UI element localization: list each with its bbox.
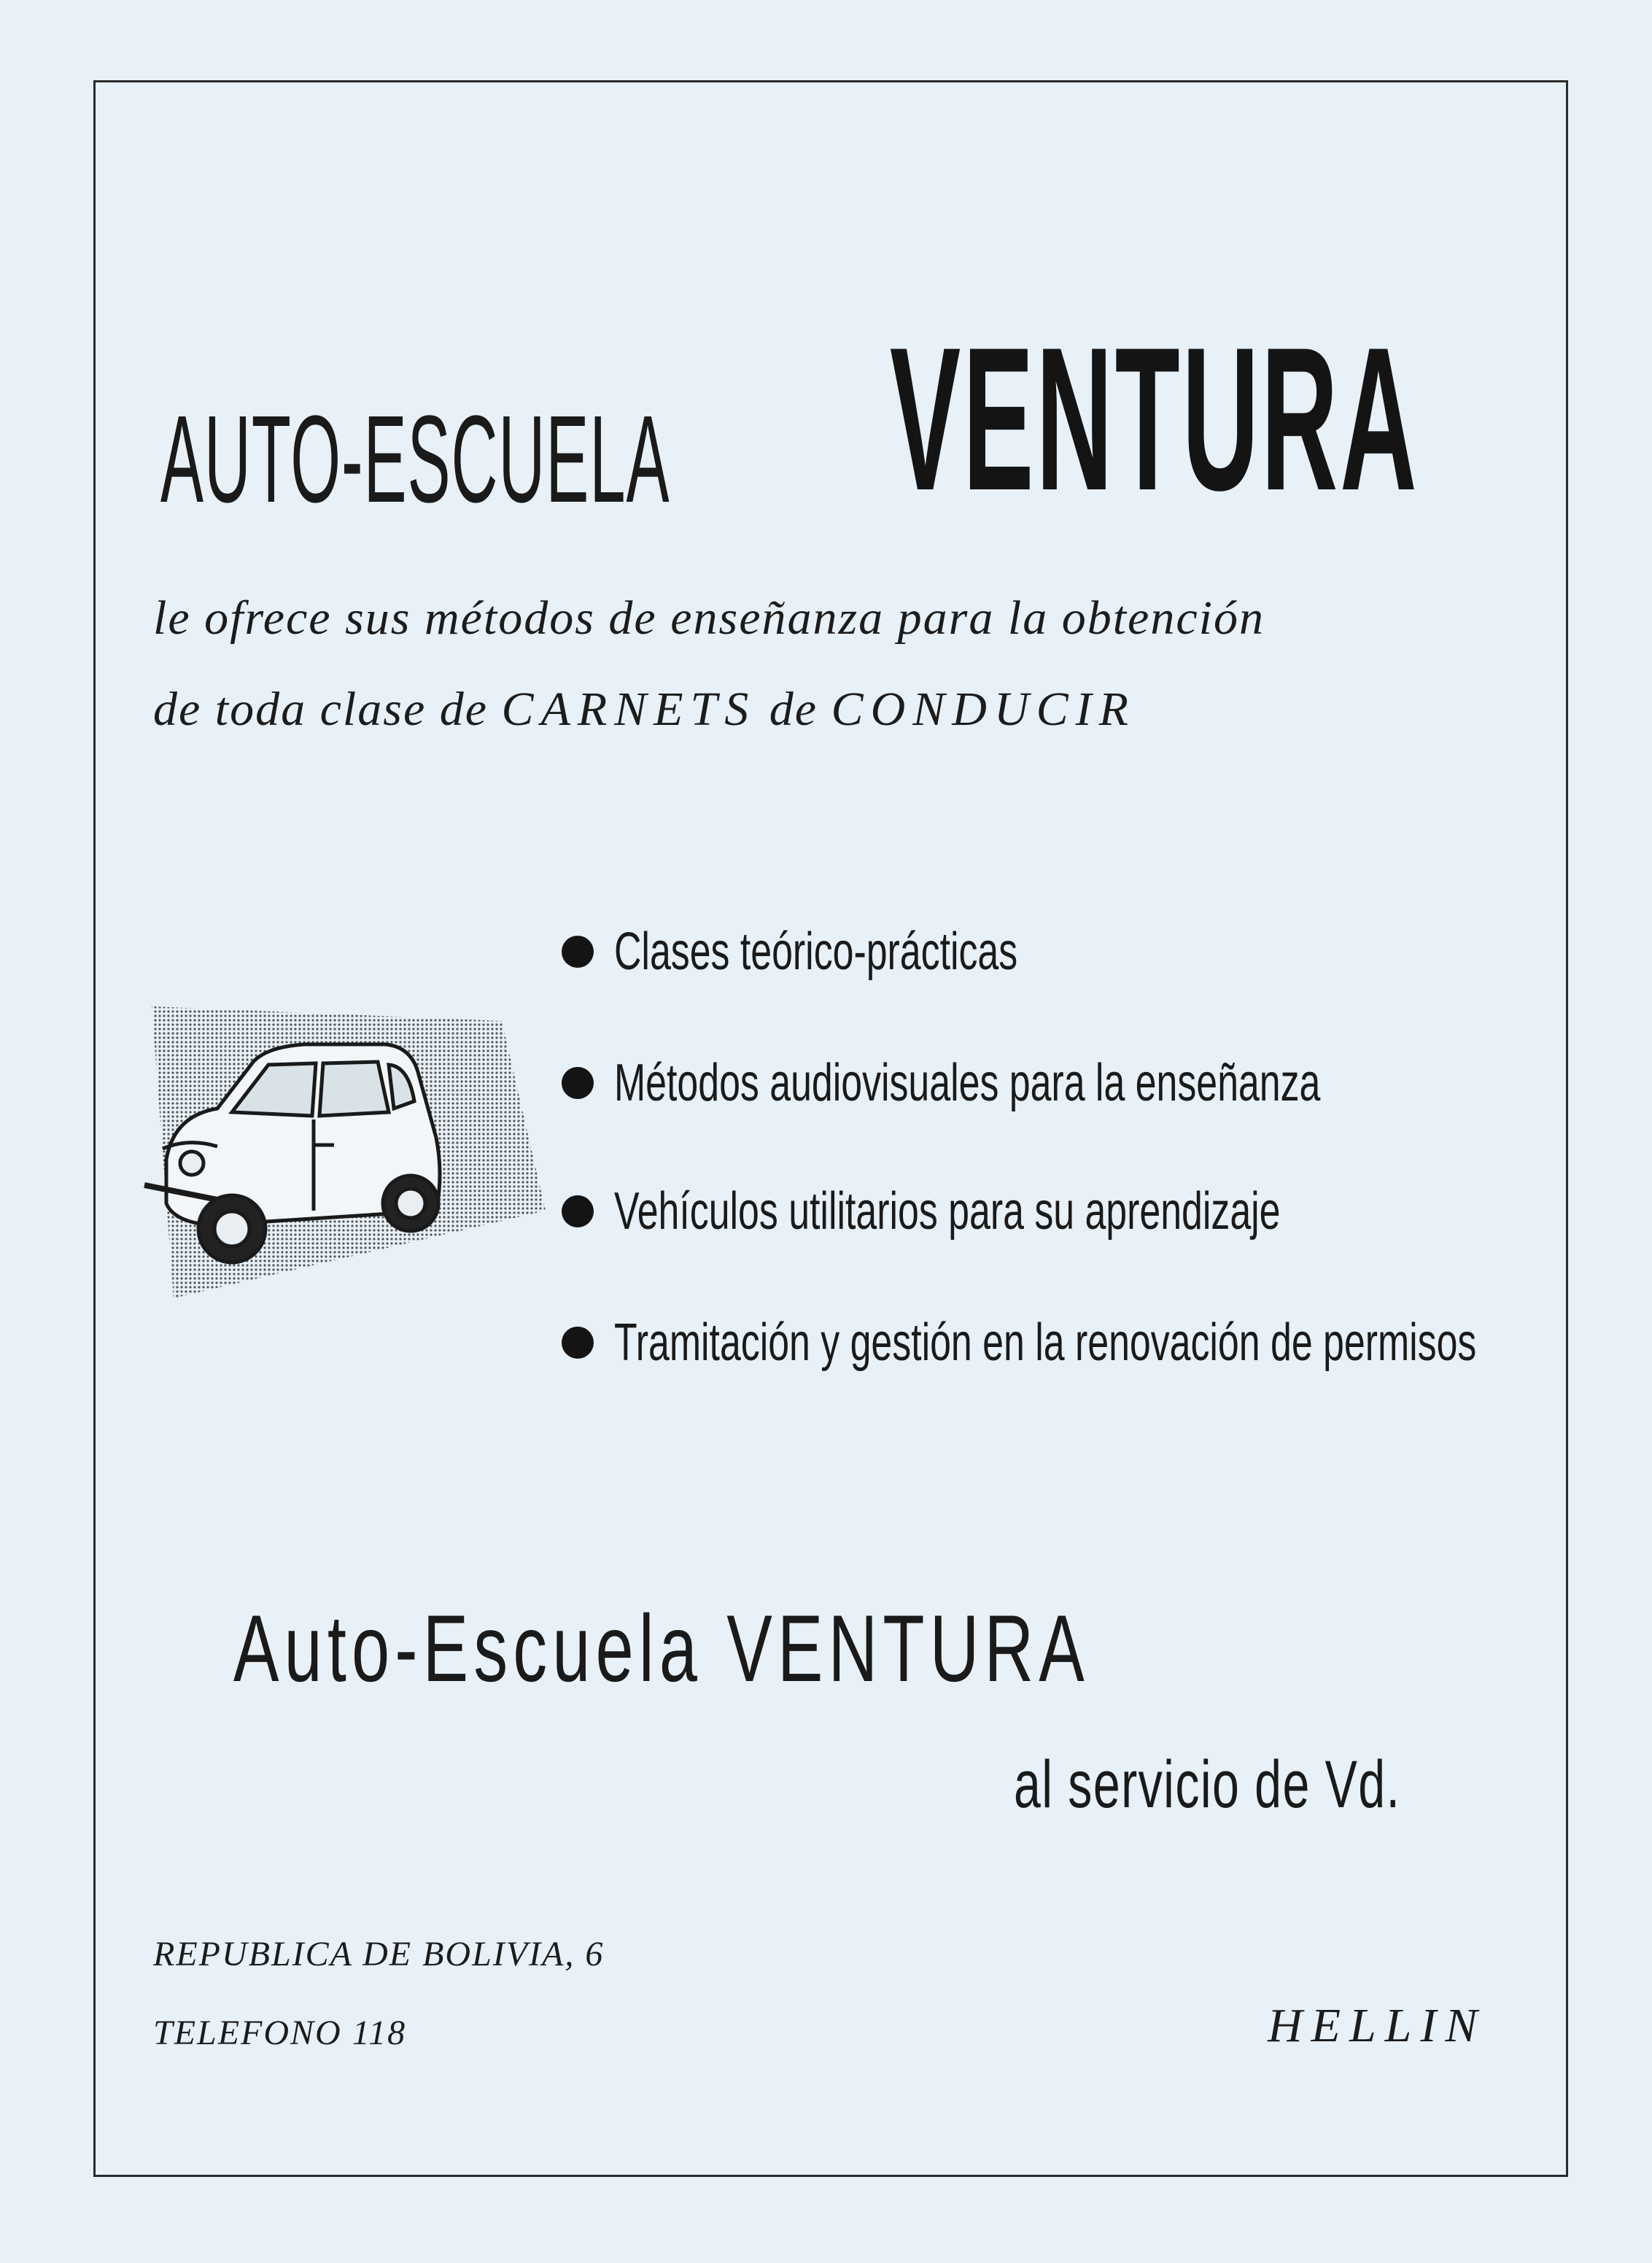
bullet-icon [562, 1195, 594, 1227]
list-item [562, 1179, 1540, 1244]
intro-line-2 [153, 682, 1136, 737]
list-item [562, 919, 1174, 985]
feature-label: Tramitación y gestión en la renovación de permisos [614, 1313, 1477, 1372]
address: REPUBLICA DE BOLIVIA, 6 [153, 1935, 605, 1973]
phone: TELEFONO 118 [153, 2014, 407, 2052]
feature-label: Clases teórico-prácticas [614, 923, 1018, 981]
headline-prefix: AUTO-ESCUELA [160, 390, 670, 529]
closing-name: Auto-Escuela VENTURA [233, 1595, 1090, 1701]
city: HELLIN [1268, 1999, 1486, 2052]
bullet-icon [562, 1327, 594, 1359]
closing-service: al servicio de Vd. [1014, 1747, 1401, 1822]
intro-carnets: CARNETS [501, 683, 756, 736]
intro-line-1: le ofrece sus métodos de enseñanza para la obtención [153, 591, 1265, 645]
headline-name: VENTURA [890, 306, 1419, 533]
list-item [562, 1310, 1652, 1375]
feature-label: Métodos audiovisuales para la enseñanza [614, 1054, 1321, 1112]
feature-label: Vehículos utilitarios para su aprendizaje [614, 1182, 1281, 1241]
headline [160, 306, 1517, 533]
intro-line-2-prefix: de toda clase de [153, 683, 489, 736]
list-item [562, 1050, 1595, 1116]
bullet-icon [562, 936, 594, 968]
intro-conducir: CONDUCIR [831, 683, 1136, 736]
car-illustration [123, 992, 560, 1305]
bullet-icon [562, 1067, 594, 1099]
intro-de: de [769, 683, 818, 736]
